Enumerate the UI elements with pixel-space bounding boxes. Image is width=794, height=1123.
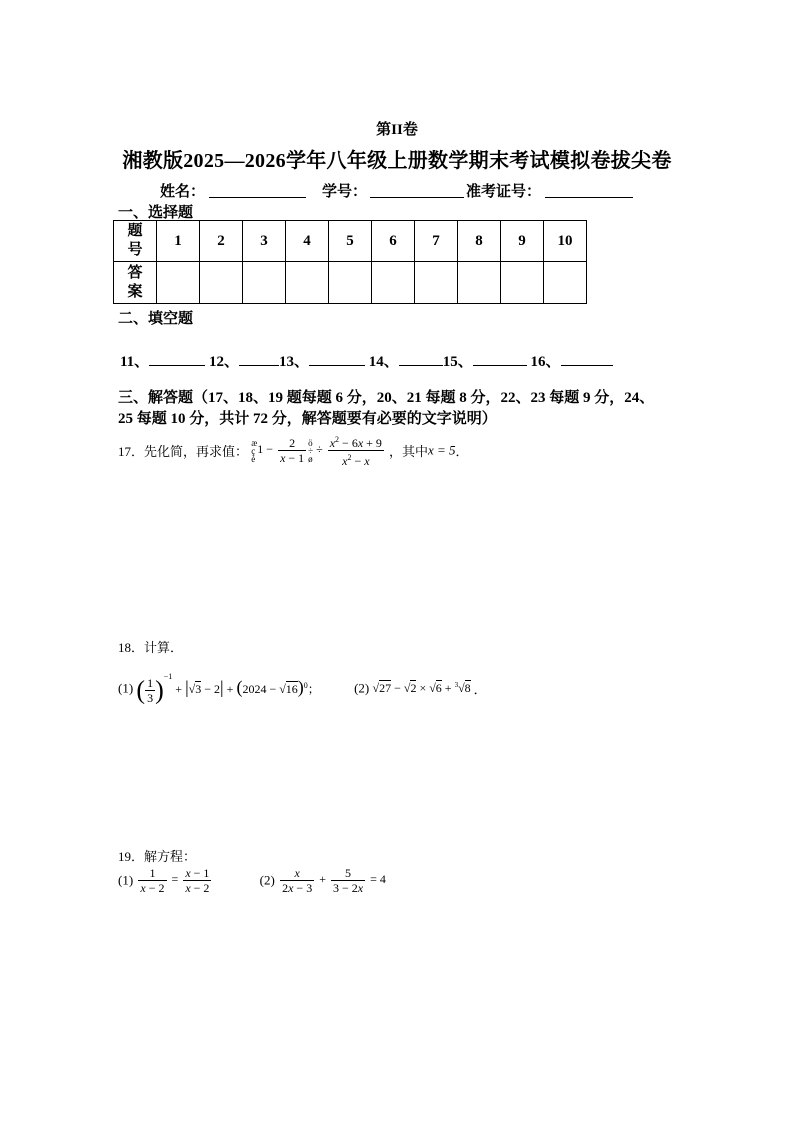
answer-cell[interactable]	[544, 262, 587, 304]
q18-part2-expression: √27 − √2 × √6 + $^3$√8	[372, 681, 471, 696]
fill-blank-16[interactable]	[561, 351, 613, 366]
fill-item-label: 11、	[120, 354, 150, 370]
question-number-cell: 7	[415, 221, 458, 262]
fill-blank-11[interactable]	[149, 351, 205, 366]
question-17	[118, 433, 469, 468]
question-number-cell: 4	[286, 221, 329, 262]
answer-cell[interactable]	[286, 262, 329, 304]
question-19-parts	[118, 866, 386, 895]
answer-cell[interactable]	[501, 262, 544, 304]
fill-item-label: 12、	[208, 354, 239, 370]
exam-number-blank[interactable]	[545, 197, 633, 198]
question-18-title: 18．计算．	[118, 640, 184, 655]
fill-blank-15[interactable]	[473, 351, 527, 366]
question-number-cell: 1	[157, 221, 200, 262]
question-number-cell: 3	[243, 221, 286, 262]
student-id-blank[interactable]	[370, 197, 464, 198]
q17-prefix: 17．先化简，再求值：	[118, 444, 249, 459]
answer-cell[interactable]	[372, 262, 415, 304]
exam-title: 湘教版2025—2026学年八年级上册数学期末考试模拟卷拔尖卷	[122, 150, 672, 172]
answer-table	[113, 220, 587, 304]
q19-part1-equation: $\frac{1}{x - 2}$ = $\frac{x - 1}{x - 2}$	[140, 866, 210, 895]
q17-suffix: ，其中	[388, 444, 428, 459]
row-label-text: 题号	[127, 223, 143, 258]
name-blank[interactable]	[209, 197, 306, 198]
student-id-label: 学号：	[322, 184, 368, 200]
fill-blank-12[interactable]	[239, 351, 279, 366]
row-label-text: 答案	[127, 264, 143, 300]
q17-end: ．	[455, 444, 469, 459]
fill-item-label: 13、	[278, 354, 309, 370]
question-19-title: 19．解方程：	[118, 849, 197, 864]
question-number-cell: 9	[501, 221, 544, 262]
answer-cell[interactable]	[458, 262, 501, 304]
q18-end: ．	[473, 682, 487, 698]
q17-expression: æ ç è1 − $\frac{2}{x - 1}$ ö ÷ ø ÷ $\frac{x^2 - 6x + 9}{x^2 - x}$	[251, 435, 382, 468]
section-solutions-title-line1: 三、解答题（17、18、19 题每题 6 分，20、21 每题 8 分，22、23 每题 9 分，24、	[118, 390, 655, 406]
section-multiple-choice-title: 一、选择题	[118, 205, 194, 221]
q18-part1-label: (1)	[118, 680, 134, 696]
fill-item-label: 16、	[530, 354, 561, 370]
fill-blank-13[interactable]	[309, 351, 365, 366]
section-solutions-title-line2: 25 每题 10 分，共计 72 分，解答题要有必要的文字说明）	[118, 411, 497, 427]
fill-blank-14[interactable]	[399, 351, 443, 366]
fill-blank-row	[120, 350, 613, 371]
q19-part1-label: (1)	[118, 872, 134, 888]
answer-cell[interactable]	[157, 262, 200, 304]
row-label-answer	[114, 262, 157, 304]
fill-item-label: 14、	[368, 354, 399, 370]
q19-part2-equation: $\frac{x}{2x - 3}$ + $\frac{5}{3 - 2x}$ = 4	[282, 866, 386, 895]
question-number-cell: 5	[329, 221, 372, 262]
q17-condition: x = 5	[427, 442, 456, 458]
section-fill-blank-title: 二、填空题	[118, 311, 194, 327]
fill-item-label: 15、	[442, 354, 473, 370]
answer-cell[interactable]	[329, 262, 372, 304]
question-18-parts	[118, 672, 487, 705]
name-label: 姓名：	[160, 184, 206, 200]
q18-part1-expression: ( $\frac{1}{3}$ )$^{-1} + |√3 - 2| + (2024 - √16)^0$；	[136, 672, 323, 705]
exam-number-label: 准考证号：	[466, 184, 542, 200]
answer-cell[interactable]	[200, 262, 243, 304]
q19-part2-label: (2)	[259, 872, 275, 888]
q18-part2-label: (2)	[354, 680, 370, 696]
answer-cell[interactable]	[243, 262, 286, 304]
volume-label: 第II卷	[376, 122, 418, 138]
question-number-cell: 2	[200, 221, 243, 262]
answer-cell[interactable]	[415, 262, 458, 304]
question-number-cell: 10	[544, 221, 587, 262]
row-label-question-number	[114, 221, 157, 262]
question-number-cell: 6	[372, 221, 415, 262]
question-number-cell: 8	[458, 221, 501, 262]
